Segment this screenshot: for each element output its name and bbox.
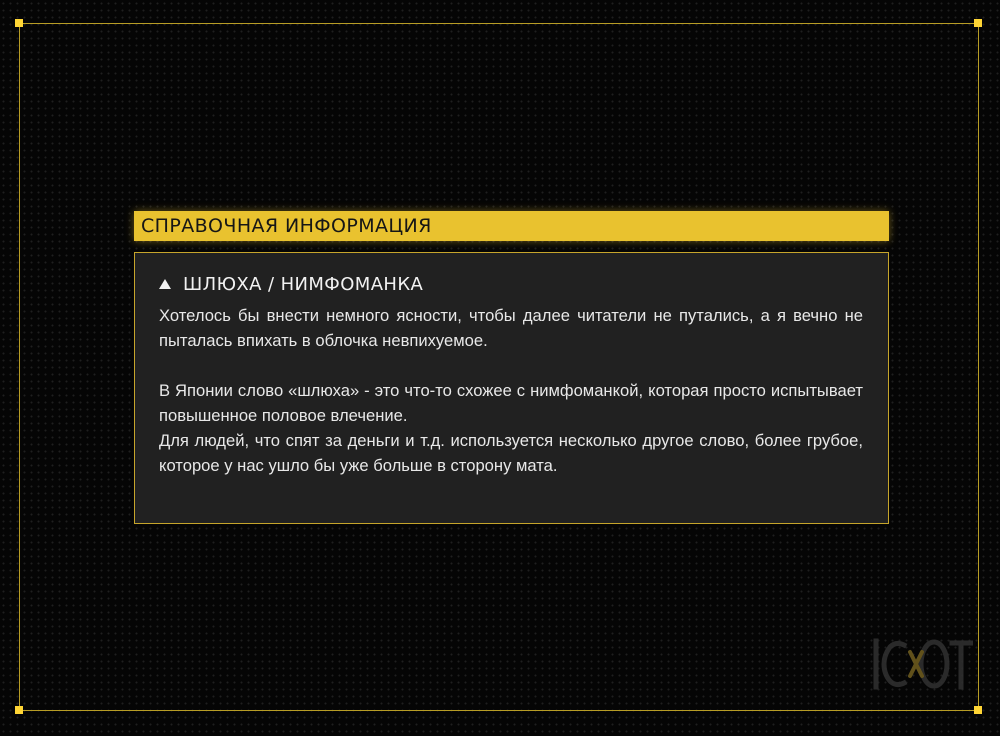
section-title: СПРАВОЧНАЯ ИНФОРМАЦИЯ xyxy=(141,215,432,237)
frame-top-border xyxy=(19,23,979,24)
frame-right-border xyxy=(978,23,979,711)
frame-corner-top-left xyxy=(15,19,23,27)
entry-title: ШЛЮХА / НИМФОМАНКА xyxy=(183,273,424,295)
entry-paragraph-1: Хотелось бы внести немного ясности, чтобы далее читатели не путались, а я вечно не пыталась впихать в облочка невпихуемое. xyxy=(159,306,863,350)
frame-bottom-border xyxy=(19,710,979,711)
frame-corner-bottom-left xyxy=(15,706,23,714)
entry-paragraph-2: В Японии слово «шлюха» - это что-то схожее с нимфоманкой, которая просто испытывает повышенное половое влечение. xyxy=(159,381,863,425)
info-card xyxy=(134,252,889,524)
frame-corner-top-right xyxy=(974,19,982,27)
entry-paragraph-3: Для людей, что спят за деньги и т.д. используется несколько другое слово, более грубое, которое у нас ушло бы уже больше в сторону мата. xyxy=(159,431,863,475)
watermark-logo xyxy=(868,637,973,692)
triangle-up-icon xyxy=(159,279,171,289)
entry-heading xyxy=(159,271,863,297)
section-header xyxy=(134,211,889,241)
frame-left-border xyxy=(19,23,20,711)
frame-corner-bottom-right xyxy=(974,706,982,714)
